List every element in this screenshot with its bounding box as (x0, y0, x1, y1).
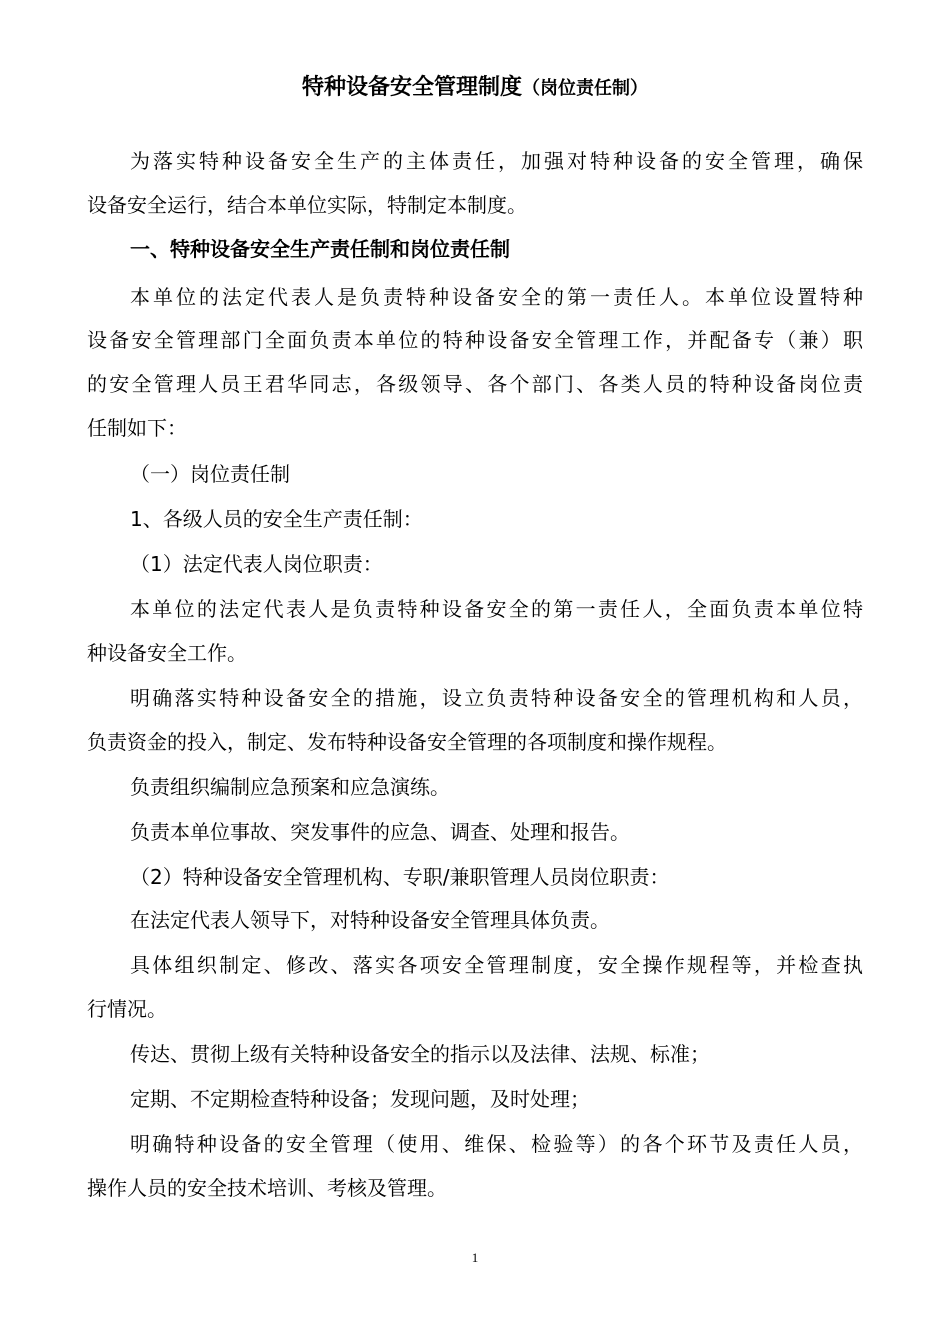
paragraph-line: 行情况。 (87, 997, 167, 1021)
paragraph-line: 明确落实特种设备安全的措施，设立负责特种设备安全的管理机构和人员， (130, 686, 863, 710)
subsection-heading: （一）岗位责任制 (130, 462, 290, 486)
paragraph-line: 具体组织制定、修改、落实各项安全管理制度，安全操作规程等，并检查执 (130, 953, 863, 977)
paragraph-line: 设备安全运行，结合本单位实际，特制定本制度。 (87, 193, 527, 217)
paragraph-line: 种设备安全工作。 (87, 641, 247, 665)
list-item: 1、各级人员的安全生产责任制： (130, 507, 423, 531)
list-item: （2）特种设备安全管理机构、专职/兼职管理人员岗位职责： (130, 865, 670, 889)
title-suffix: （岗位责任制） (522, 78, 648, 99)
title-main: 特种设备安全管理制度 (301, 75, 522, 100)
paragraph-line: 负责本单位事故、突发事件的应急、调查、处理和报告。 (130, 820, 630, 844)
paragraph-line: 设备安全管理部门全面负责本单位的特种设备安全管理工作，并配备专（兼）职 (87, 328, 863, 352)
paragraph-line: 定期、不定期检查特种设备；发现问题，及时处理； (130, 1087, 590, 1111)
paragraph-line: 负责资金的投入，制定、发布特种设备安全管理的各项制度和操作规程。 (87, 730, 727, 754)
paragraph-line: 本单位的法定代表人是负责特种设备安全的第一责任人，全面负责本单位特 (130, 597, 863, 621)
page-number: 1 (471, 1250, 479, 1265)
paragraph-line: 本单位的法定代表人是负责特种设备安全的第一责任人。本单位设置特种 (130, 285, 863, 309)
document-title (0, 72, 950, 105)
paragraph-line: 在法定代表人领导下，对特种设备安全管理具体负责。 (130, 908, 610, 932)
paragraph-line: 负责组织编制应急预案和应急演练。 (130, 775, 450, 799)
paragraph-line: 传达、贯彻上级有关特种设备安全的指示以及法律、法规、标准； (130, 1042, 710, 1066)
paragraph-line: 任制如下： (87, 416, 187, 440)
paragraph-line: 操作人员的安全技术培训、考核及管理。 (87, 1176, 447, 1200)
list-item: （1）法定代表人岗位职责： (130, 552, 383, 576)
paragraph-line: 为落实特种设备安全生产的主体责任，加强对特种设备的安全管理，确保 (130, 149, 863, 173)
paragraph-line: 的安全管理人员王君华同志，各级领导、各个部门、各类人员的特种设备岗位责 (87, 372, 863, 396)
paragraph-line: 明确特种设备的安全管理（使用、维保、检验等）的各个环节及责任人员， (130, 1132, 863, 1156)
section-heading: 一、特种设备安全生产责任制和岗位责任制 (130, 237, 510, 261)
